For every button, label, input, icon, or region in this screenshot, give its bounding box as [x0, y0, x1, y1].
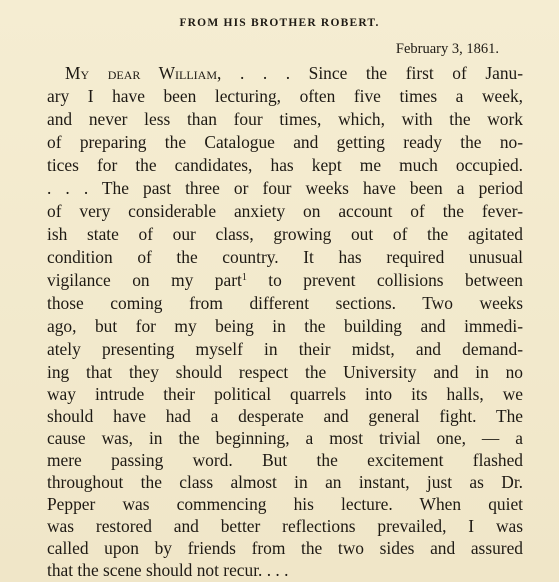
text-line-5: tices for the candidates, has kept me much occupied.: [47, 155, 523, 175]
text-line-20: Pepper was commencing his lecture. When quiet: [47, 494, 523, 514]
text-line-15: way intrude their political quarrels into its halls, we: [47, 384, 523, 404]
text-line-6: . . . The past three or four weeks have been a period: [47, 178, 523, 198]
running-head: FROM HIS BROTHER ROBERT.: [179, 17, 380, 29]
text-line-10: vigilance on my part$^1$ to prevent collisions between: [47, 270, 523, 290]
text-line-17: cause was, in the beginning, a most trivial one, — a: [47, 428, 523, 448]
text-line-2: ary I have been lecturing, often five times a week,: [47, 86, 523, 106]
text-line-16: should have had a desperate and general fight. The: [47, 406, 523, 426]
letter-date: February 3, 1861.: [395, 41, 499, 57]
text-line-9: condition of the country. It has required unusual: [47, 247, 523, 267]
text-line-11: those coming from different sections. Two weeks: [47, 293, 523, 313]
text-line-14: ing that they should respect the University and in no: [47, 362, 523, 382]
text-line-18: mere passing word. But the excitement flashed: [47, 450, 523, 470]
text-line-12: ago, but for my being in the building and immedi-: [47, 316, 523, 336]
text-line-3: and never less than four times, which, with the work: [47, 109, 523, 129]
text-line-13: ately presenting myself in their midst, and demand-: [47, 339, 523, 359]
footnote-marker: 1: [241, 272, 247, 283]
text-line-19: throughout the class almost in an instant, just as Dr.: [47, 472, 523, 492]
salutation: My dear William,: [65, 63, 222, 83]
text-line-23: that the scene should not recur. . . .: [47, 560, 289, 580]
text-line-7: of very considerable anxiety on account of the fever-: [47, 201, 523, 221]
text-line-21: was restored and better reflections prevailed, I was: [47, 516, 523, 536]
text-line-22: called upon by friends from the two sides and assured: [47, 538, 523, 558]
text-line-4: of preparing the Catalogue and getting ready the no-: [47, 132, 523, 152]
text-line-8: ish state of our class, growing out of the agitated: [47, 224, 523, 244]
text-line-1: My dear William, . . . Since the first of Janu-: [65, 63, 523, 83]
